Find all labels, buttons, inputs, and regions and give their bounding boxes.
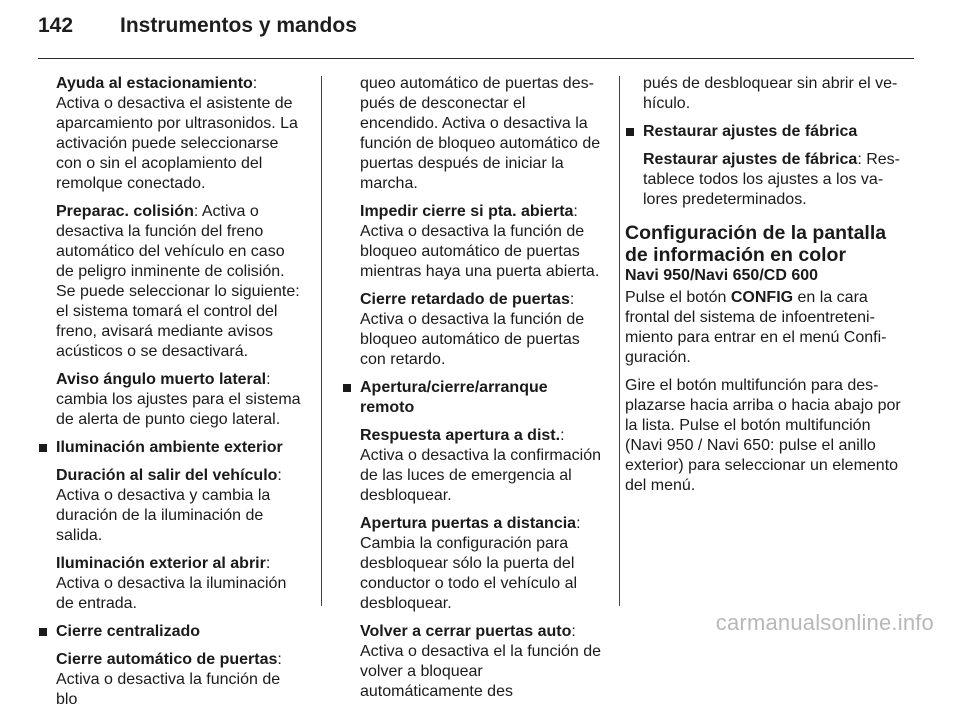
paragraph-collision-prep [38,202,302,362]
description: : Restablece todos los ajustes a los valores predeterminados. [643,151,900,208]
term: Ayuda al estacionamiento [56,75,253,92]
term: Volver a cerrar puertas auto [360,623,572,640]
term: Impedir cierre si pta. abierta [360,203,574,220]
page-number: 142 [38,14,74,37]
paragraph-config-button [625,288,903,368]
column-1 [38,74,302,718]
paragraph-auto-door-lock [38,650,302,710]
paragraph-remote-unlock-feedback [342,426,606,506]
term: Restaurar ajustes de fábrica [643,151,858,168]
paragraph-parking-assist [38,74,302,194]
term: Cierre retardado de puertas [360,291,570,308]
description: : Activa o desactiva el asistente de aparcamiento por ultrasonidos. La activación puede seleccionarse con o sin el acoplamiento del remolque conectado. [56,75,298,192]
config-button-label: CONFIG [730,289,794,306]
description: : Activa o desactiva y cambia la duración de la iluminación de salida. [56,467,282,544]
description: : Activa o desactiva la confirmación de las luces de emergencia al desbloquear. [360,427,601,504]
page-title: Instrumentos y mandos [120,14,357,37]
section-subheading: Navi 950/Navi 650/CD 600 [625,267,819,284]
page-header [38,14,930,38]
section-heading: Configuración de la pantalla de información en color [625,222,887,266]
bullet-factory-reset: Restaurar ajustes de fábrica [625,122,903,142]
paragraph-continuation: queo automático de puertas después de desconectar el encendido. Activa o desactiva la función de bloqueo automático de puertas después de iniciar la marcha. [360,75,601,192]
bullet-remote: Apertura/cierre/arranque remoto [342,378,606,418]
description: : Activa o desactiva el la función de volver a bloquear automáticamente des [360,623,602,700]
term: Aviso ángulo muerto lateral [56,371,267,388]
term: Duración al salir del vehículo [56,467,278,484]
text: Pulse el botón [625,289,731,306]
bullet-exterior-lighting: Iluminación ambiente exterior [38,438,302,458]
column-divider-2 [619,76,620,606]
paragraph-remote-door-unlock [342,514,606,614]
paragraph-exit-lighting [38,466,302,546]
description: : Activa o desactiva la función de bloqueo automático de puertas con retardo. [360,291,585,368]
paragraph-prevent-lock-open-door [342,202,606,282]
paragraph-factory-reset [625,150,903,210]
paragraph-delayed-lock [342,290,606,370]
column-3 [625,74,903,504]
paragraph-continuation: pués de desbloquear sin abrir el vehículo. [643,75,898,112]
term: Respuesta apertura a dist. [360,427,561,444]
column-2 [342,74,606,710]
paragraph-multifunction-knob: Gire el botón multifunción para desplazarse hacia arriba o hacia abajo por la lista. Pulse el botón multifunción (Navi 950 / Navi 650: pulse el anillo exterior) para seleccionar un elemento del menú. [625,377,901,494]
description: : Activa o desactiva la función de bloqueo automático de puertas mientras haya una puerta abierta. [360,203,600,280]
column-divider-1 [321,76,322,606]
watermark: carmanualsonline.info [715,610,934,635]
description: : cambia los ajustes para el sistema de alerta de punto ciego lateral. [56,371,301,428]
description: : Activa o desactiva la función de blo [56,651,282,708]
text: en la cara frontal del sistema de infoentretenimiento para entrar en el menú Configuración. [625,289,887,366]
paragraph-auto-relock [342,622,606,702]
header-rule [38,58,914,59]
paragraph-blind-spot [38,370,302,430]
description: : Activa o desactiva la iluminación de entrada. [56,555,287,612]
term: Cierre automático de puertas [56,651,278,668]
term: Iluminación exterior al abrir [56,555,266,572]
term: Preparac. colisión [56,203,194,220]
term: Apertura puertas a distancia [360,515,577,532]
description: : Cambia la configuración para desbloquear sólo la puerta del conductor o todo el vehículo al desbloquear. [360,515,581,612]
paragraph-entry-lighting [38,554,302,614]
bullet-central-locking: Cierre centralizado [38,622,302,642]
description: : Activa o desactiva la función del freno automático del vehículo en caso de peligro inminente de colisión. Se puede seleccionar lo siguiente: el sistema tomará el control del freno, avisará mediante avisos acústicos o se desactivará. [56,203,300,360]
